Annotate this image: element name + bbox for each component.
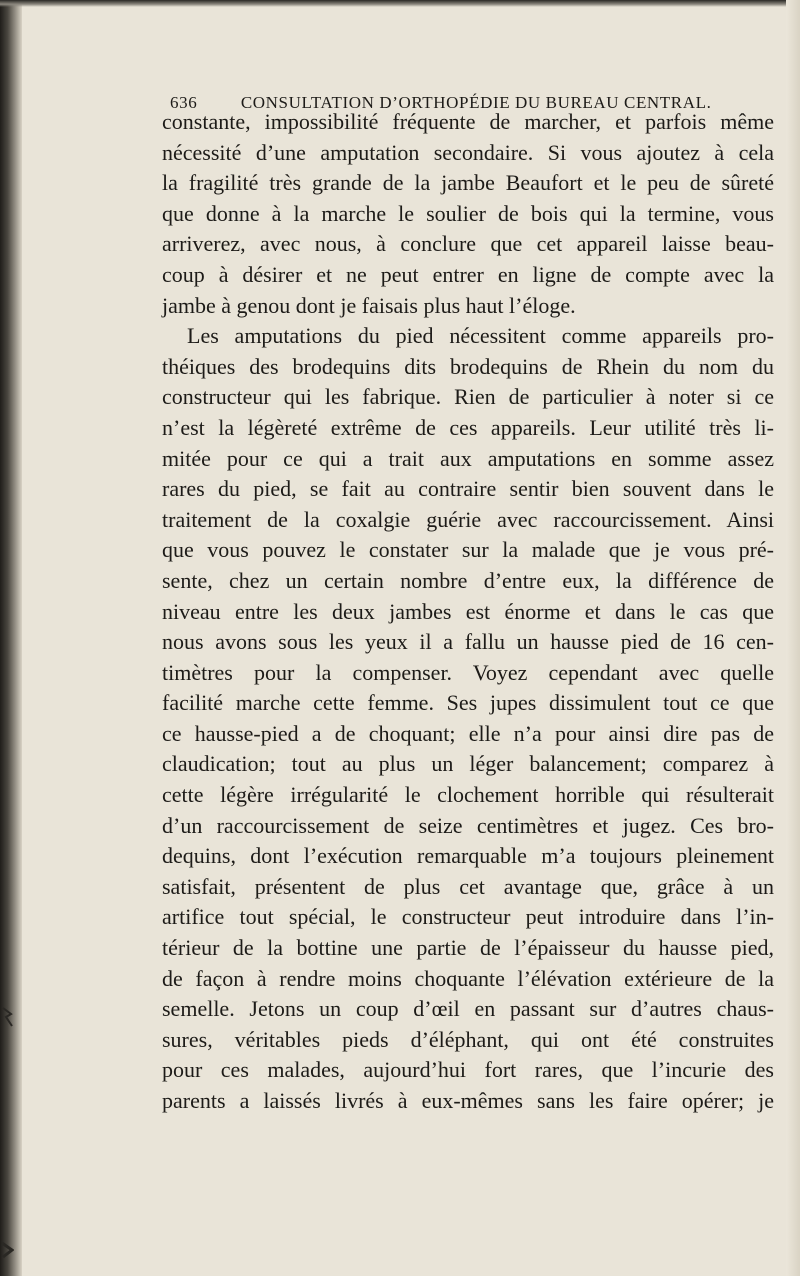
- text-line: mitée pour ce qui a trait aux amputations en somme assez: [162, 445, 774, 471]
- body-text: [162, 107, 774, 1117]
- text-line: sures, véritables pieds d’éléphant, qui ont été construites: [162, 1026, 774, 1052]
- text-line: n’est la légèreté extrême de ces appareils. Leur utilité très li-: [162, 414, 774, 440]
- text-line: que vous pouvez le constater sur la malade que je vous pré-: [162, 537, 774, 563]
- binding-thread-mark: [0, 1240, 14, 1262]
- page-number: 636: [170, 93, 198, 112]
- text-line: la fragilité très grande de la jambe Beaufort et le peu de sûreté: [162, 170, 774, 196]
- binding-thread-mark: [0, 1006, 14, 1028]
- text-line: que donne à la marche le soulier de bois qui la termine, vous: [162, 200, 774, 226]
- text-line: dequins, dont l’exécution remarquable m’a toujours pleinement: [162, 843, 774, 869]
- text-line: sente, chez un certain nombre d’entre eux, la différence de: [162, 567, 774, 593]
- text-line: de façon à rendre moins choquante l’élévation extérieure de la: [162, 965, 774, 991]
- text-line: parents a laissés livrés à eux-mêmes sans les faire opérer; je: [162, 1088, 774, 1113]
- text-line: ce hausse-pied a de choquant; elle n’a pour ainsi dire pas de: [162, 720, 774, 746]
- text-line: constante, impossibilité fréquente de marcher, et parfois même: [162, 109, 774, 134]
- text-line: nécessité d’une amputation secondaire. Si vous ajoutez à cela: [162, 139, 774, 165]
- text-line: claudication; tout au plus un léger balancement; comparez à: [162, 751, 774, 777]
- text-line: satisfait, présentent de plus cet avantage que, grâce à un: [162, 873, 774, 899]
- text-line: facilité marche cette femme. Ses jupes dissimulent tout ce que: [162, 690, 774, 716]
- text-line: pour ces malades, aujourd’hui fort rares, que l’incurie des: [162, 1057, 774, 1083]
- text-line: artifice tout spécial, le constructeur peut introduire dans l’in-: [162, 904, 774, 930]
- text-line: cette légère irrégularité le clochement horrible qui résulterait: [162, 782, 774, 808]
- text-line: nous avons sous les yeux il a fallu un hausse pied de 16 cen-: [162, 629, 774, 655]
- text-line: constructeur qui les fabrique. Rien de particulier à noter si ce: [162, 384, 774, 410]
- paragraph-start-line: Les amputations du pied nécessitent comme appareils pro-: [187, 323, 774, 349]
- running-title: CONSULTATION D’ORTHOPÉDIE DU BUREAU CENTRAL.: [240, 93, 712, 112]
- text-line: arriverez, avec nous, à conclure que cet appareil laisse beau-: [162, 231, 774, 257]
- text-line: théiques des brodequins dits brodequins de Rhein du nom du: [162, 353, 774, 379]
- text-line: traitement de la coxalgie guérie avec raccourcissement. Ainsi: [162, 506, 774, 532]
- text-line: térieur de la bottine une partie de l’épaisseur du hausse pied,: [162, 935, 774, 961]
- text-line: coup à désirer et ne peut entrer en ligne de compte avec la: [162, 261, 774, 287]
- text-line: d’un raccourcissement de seize centimètres et jugez. Ces bro-: [162, 812, 774, 838]
- text-line: semelle. Jetons un coup d’œil en passant sur d’autres chaus-: [162, 996, 774, 1022]
- book-page: [22, 0, 786, 1276]
- text-line: niveau entre les deux jambes est énorme et dans le cas que: [162, 598, 774, 624]
- book-binding-edge: [0, 0, 22, 1276]
- text-line: jambe à genou dont je faisais plus haut l’éloge.: [162, 292, 576, 318]
- page-right-edge: [786, 0, 800, 1276]
- text-line: timètres pour la compenser. Voyez cependant avec quelle: [162, 659, 774, 685]
- text-line: rares du pied, se fait au contraire sentir bien souvent dans le: [162, 476, 774, 502]
